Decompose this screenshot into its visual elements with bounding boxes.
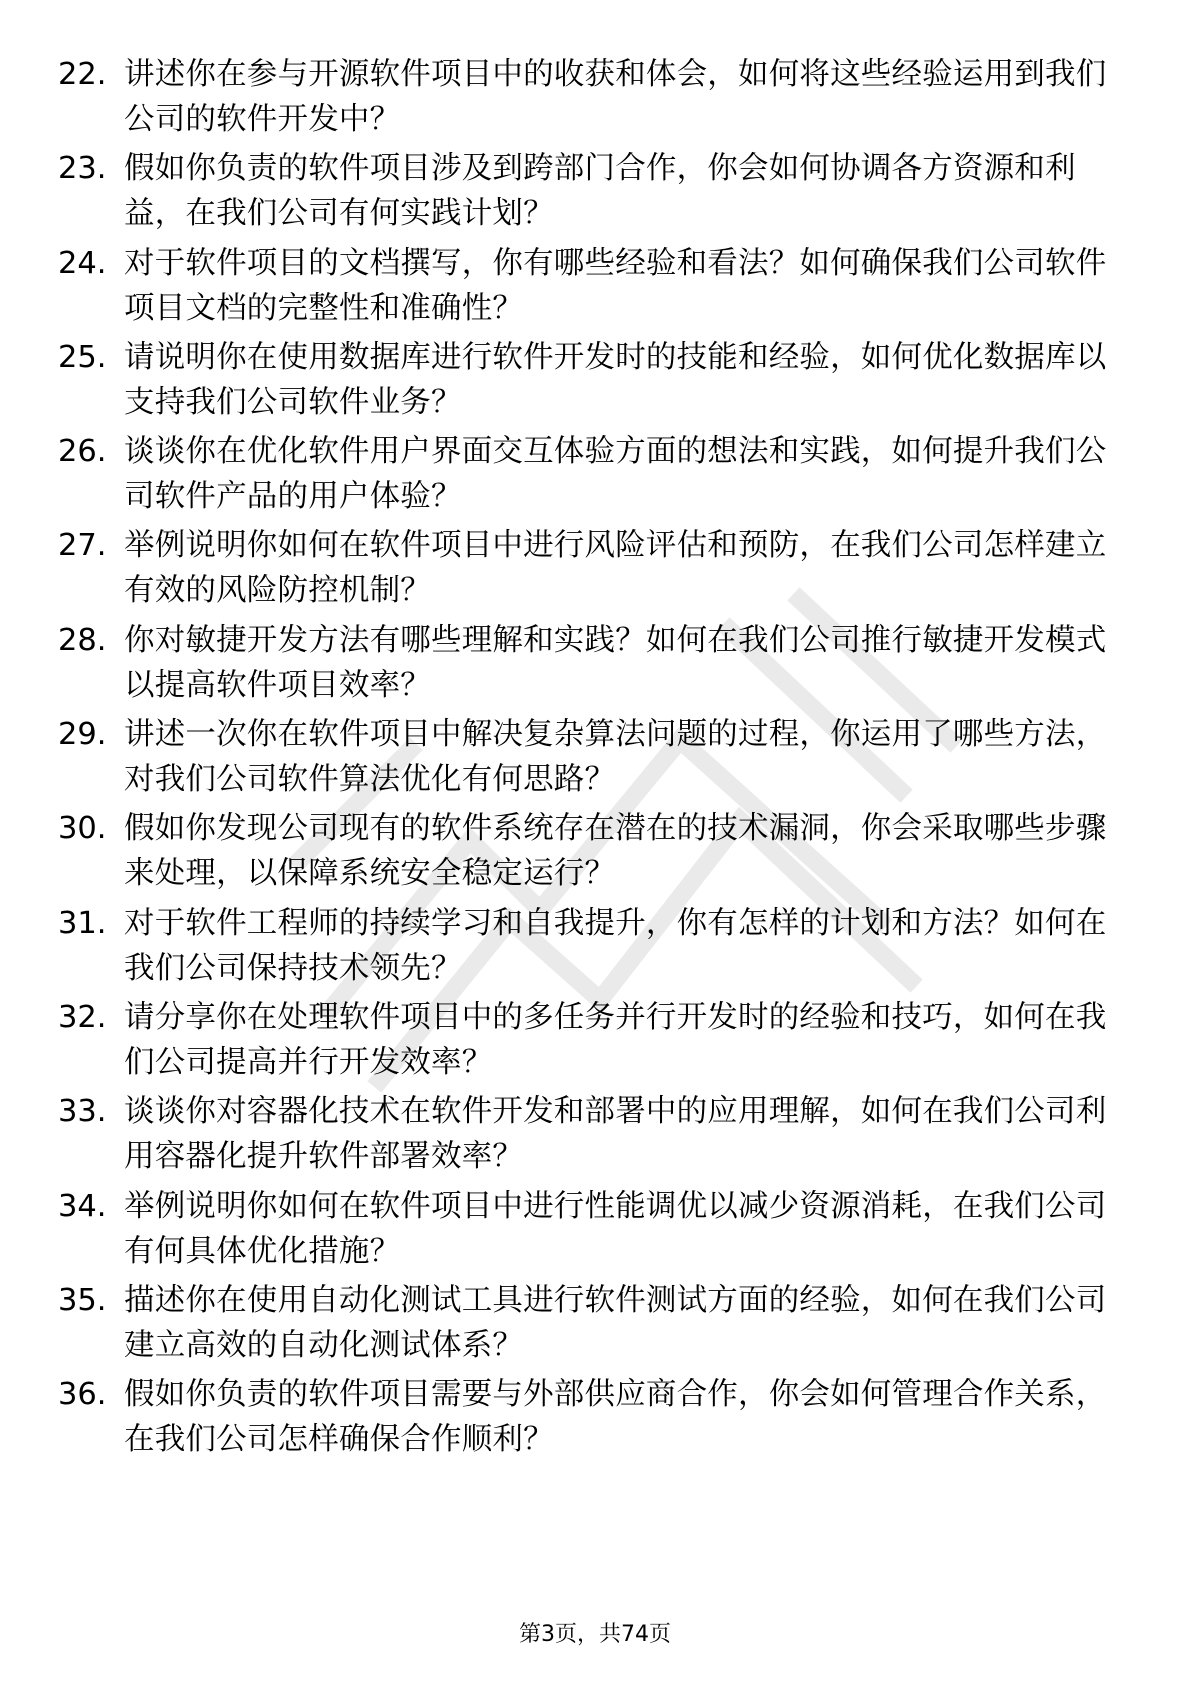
page-number-label: 第3页，共74页	[519, 1622, 671, 1647]
page-footer	[0, 1620, 1190, 1650]
question-number: 23.	[58, 151, 107, 187]
question-item	[58, 712, 1118, 806]
question-item	[58, 1089, 1118, 1183]
question-text: 讲述一次你在软件项目中解决复杂算法问题的过程，你运用了哪些方法，对我们公司软件算法优化有何思路？	[124, 717, 1107, 798]
question-list	[58, 52, 1118, 1466]
question-number: 30.	[58, 811, 107, 847]
question-number: 28.	[58, 622, 107, 658]
question-item	[58, 995, 1118, 1089]
question-item	[58, 335, 1118, 429]
question-text: 请分享你在处理软件项目中的多任务并行开发时的经验和技巧，如何在我们公司提高并行开发效率？	[124, 999, 1107, 1080]
question-text: 假如你负责的软件项目涉及到跨部门合作，你会如何协调各方资源和利益，在我们公司有何实践计划？	[124, 151, 1076, 232]
question-text: 对于软件项目的文档撰写，你有哪些经验和看法？如何确保我们公司软件项目文档的完整性和准确性？	[124, 245, 1107, 326]
question-item	[58, 146, 1118, 240]
question-item	[58, 52, 1118, 146]
question-number: 31.	[58, 905, 107, 941]
question-number: 35.	[58, 1282, 107, 1318]
question-item	[58, 241, 1118, 335]
question-item	[58, 1184, 1118, 1278]
question-text: 谈谈你对容器化技术在软件开发和部署中的应用理解，如何在我们公司利用容器化提升软件部署效率？	[124, 1094, 1107, 1175]
question-number: 22.	[58, 57, 107, 92]
question-item	[58, 1372, 1118, 1466]
question-number: 36.	[58, 1377, 107, 1413]
question-text: 对于软件工程师的持续学习和自我提升，你有怎样的计划和方法？如何在我们公司保持技术领先？	[124, 905, 1107, 986]
question-text: 举例说明你如何在软件项目中进行风险评估和预防，在我们公司怎样建立有效的风险防控机制？	[124, 528, 1107, 609]
question-number: 27.	[58, 528, 107, 564]
question-text: 你对敏捷开发方法有哪些理解和实践？如何在我们公司推行敏捷开发模式以提高软件项目效率？	[124, 622, 1107, 703]
question-number: 33.	[58, 1094, 107, 1130]
question-text: 描述你在使用自动化测试工具进行软件测试方面的经验，如何在我们公司建立高效的自动化测试体系？	[124, 1282, 1107, 1363]
question-number: 24.	[58, 245, 107, 281]
question-item	[58, 523, 1118, 617]
question-text: 讲述你在参与开源软件项目中的收获和体会，如何将这些经验运用到我们公司的软件开发中？	[124, 57, 1107, 137]
question-number: 32.	[58, 999, 107, 1035]
question-item	[58, 901, 1118, 995]
question-item	[58, 618, 1118, 712]
question-number: 25.	[58, 339, 107, 375]
question-number: 29.	[58, 717, 107, 753]
question-item	[58, 429, 1118, 523]
question-text: 假如你发现公司现有的软件系统存在潜在的技术漏洞，你会采取哪些步骤来处理，以保障系统安全稳定运行？	[124, 811, 1107, 892]
question-text: 谈谈你在优化软件用户界面交互体验方面的想法和实践，如何提升我们公司软件产品的用户体验？	[124, 434, 1107, 515]
question-item	[58, 1278, 1118, 1372]
question-item	[58, 806, 1118, 900]
question-number: 26.	[58, 434, 107, 470]
question-text: 请说明你在使用数据库进行软件开发时的技能和经验，如何优化数据库以支持我们公司软件业务？	[124, 339, 1107, 420]
question-text: 举例说明你如何在软件项目中进行性能调优以减少资源消耗，在我们公司有何具体优化措施？	[124, 1188, 1107, 1269]
question-text: 假如你负责的软件项目需要与外部供应商合作，你会如何管理合作关系，在我们公司怎样确保合作顺利？	[124, 1377, 1107, 1458]
question-number: 34.	[58, 1188, 107, 1224]
